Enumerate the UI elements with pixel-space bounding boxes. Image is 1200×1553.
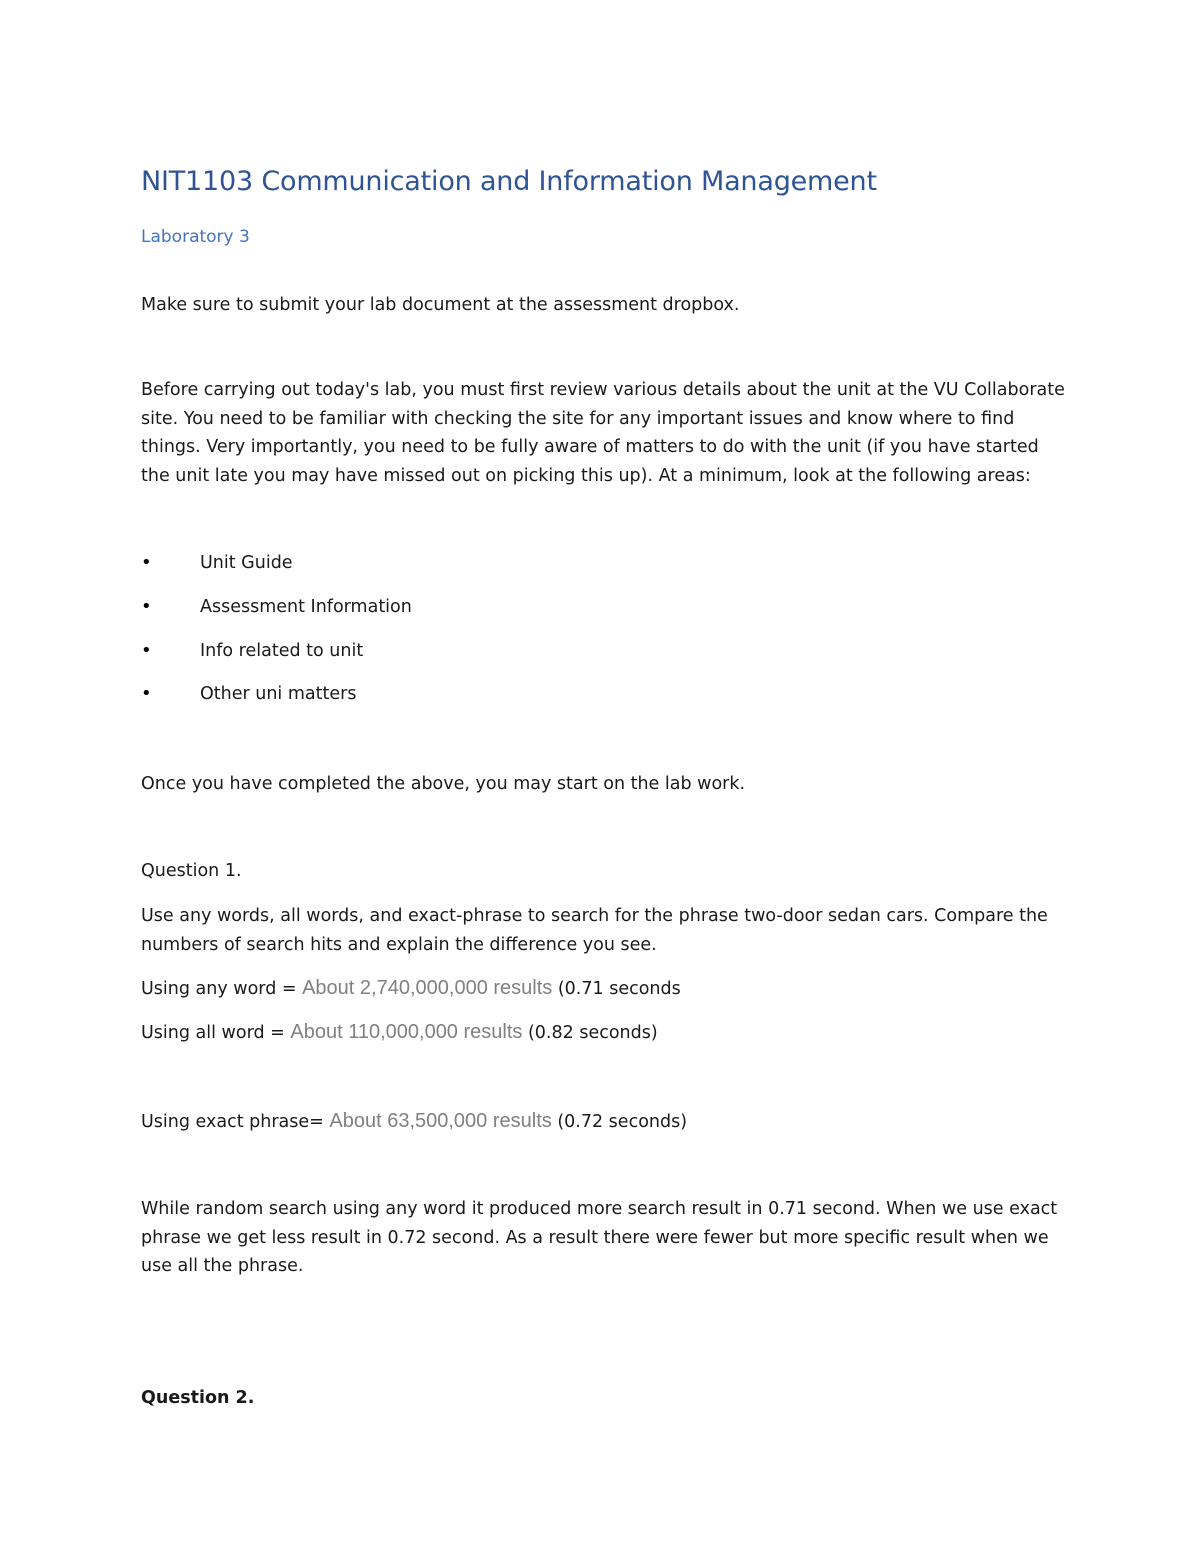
question-1-prompt: Use any words, all words, and exact-phrase to search for the phrase two-door sedan cars. Compare the numbers of search hits and explain the difference you see. bbox=[141, 906, 1048, 955]
bullet-text-assessment-info: Assessment Information bbox=[200, 597, 412, 617]
submit-note: Make sure to submit your lab document at the assessment dropbox. bbox=[141, 295, 740, 315]
bullet-icon: • bbox=[141, 640, 152, 661]
exact-phrase-result-line bbox=[141, 1107, 687, 1137]
bullet-text-unit-guide: Unit Guide bbox=[200, 553, 293, 573]
any-word-time: (0.71 seconds bbox=[552, 979, 681, 999]
intro-paragraph: Before carrying out today's lab, you must first review various details about the unit at the VU Collaborate site. You need to be familiar with checking the site for any important issues and know where to find things. Very importantly, you need to be fully aware of matters to do with the unit (if you have started the unit late you may have missed out on picking this up). At a minimum, look at the following areas: bbox=[141, 380, 1065, 486]
all-word-label: Using all word = bbox=[141, 1023, 291, 1043]
completion-note: Once you have completed the above, you may start on the lab work. bbox=[141, 774, 746, 794]
any-word-label: Using any word = bbox=[141, 979, 303, 999]
question-2-heading: Question 2. bbox=[141, 1388, 255, 1408]
any-word-result-line bbox=[141, 974, 681, 1004]
all-word-time: (0.82 seconds) bbox=[522, 1023, 658, 1043]
exact-phrase-time: (0.72 seconds) bbox=[551, 1112, 688, 1132]
exact-phrase-label: Using exact phrase= bbox=[141, 1112, 330, 1132]
exact-phrase-result-count: About 63,500,000 results bbox=[329, 1110, 552, 1132]
document-title: NIT1103 Communication and Information Management bbox=[141, 166, 877, 197]
document-subtitle: Laboratory 3 bbox=[141, 227, 250, 247]
all-word-result-line bbox=[141, 1018, 658, 1048]
bullet-icon: • bbox=[141, 596, 152, 617]
question-1-heading: Question 1. bbox=[141, 861, 242, 881]
bullet-icon: • bbox=[141, 683, 152, 704]
any-word-result-count: About 2,740,000,000 results bbox=[302, 977, 553, 999]
all-word-result-count: About 110,000,000 results bbox=[290, 1021, 523, 1043]
bullet-icon: • bbox=[141, 552, 152, 573]
bullet-text-info-unit: Info related to unit bbox=[200, 641, 364, 661]
question-1-answer: While random search using any word it produced more search result in 0.71 second. When we use exact phrase we get less result in 0.72 second. As a result there were fewer but more specific result when we use all the phrase. bbox=[141, 1199, 1058, 1276]
bullet-text-other-uni: Other uni matters bbox=[200, 684, 357, 704]
